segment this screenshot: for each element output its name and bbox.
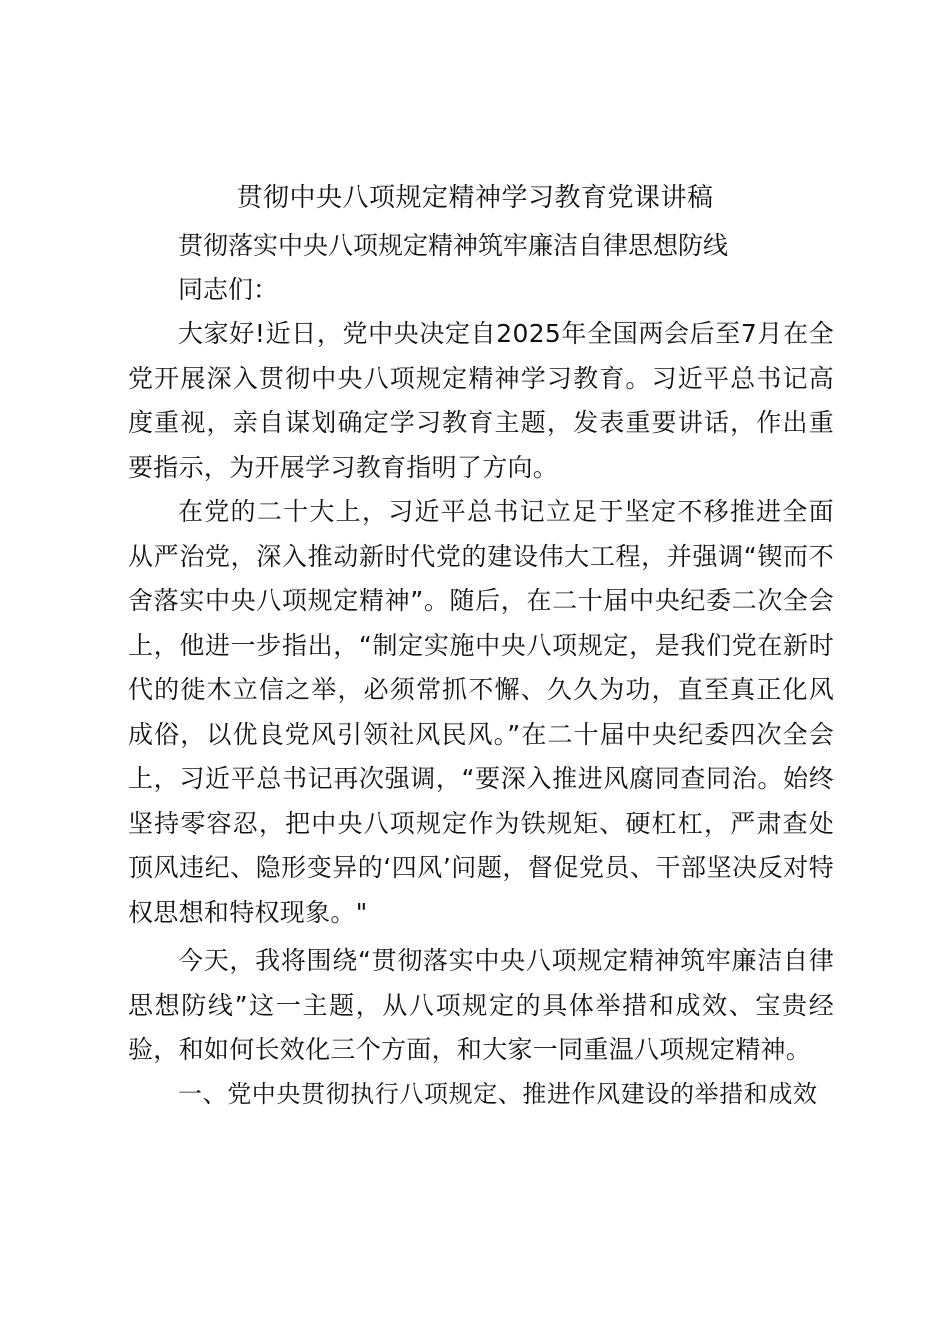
paragraph-theme: 今天，我将围绕“贯彻落实中央八项规定精神筑牢廉洁自律思想防线”这一主题，从八项规定的具体举措和成效、宝贵经验，和如何长效化三个方面，和大家一同重温八项规定精神。 (128, 946, 834, 1064)
salutation: 同志们： (178, 275, 279, 304)
paragraph-intro: 大家好!近日，党中央决定自2025年全国两会后至7月在全党开展深入贯彻中央八项规定精神学习教育。习近平总书记高度重视，亲自谋划确定学习教育主题，发表重要讲话，作出重要指示，为开展学习教育指明了方向。 (128, 319, 834, 482)
section-heading-1: 一、党中央贯彻执行八项规定、推进作风建设的举措和成效 (178, 1080, 818, 1108)
paragraph-quotes: 在党的二十大上，习近平总书记立足于坚定不移推进全面从严治党，深入推动新时代党的建设伟大工程，并强调“锲而不舍落实中央八项规定精神”。随后，在二十届中央纪委二次全会上，他进一步指出，“制定实施中央八项规定，是我们党在新时代的徙木立信之举，必须常抓不懈、久久为功，直至真正化风成俗，以优良党风引领社风民风。”在二十届中央纪委四次全会上，习近平总书记再次强调，“要深入推进风腐同查同治。始终坚持零容忍，把中央八项规定作为铁规矩、硬杠杠，严肃查处顶风违纪、隐形变异的‘四风’问题，督促党员、干部坚决反对特权思想和特权现象。" (128, 497, 834, 927)
document-title: 贯彻中央八项规定精神学习教育党课讲稿 (236, 183, 714, 213)
document-subtitle: 贯彻落实中央八项规定精神筑牢廉洁自律思想防线 (178, 231, 729, 260)
